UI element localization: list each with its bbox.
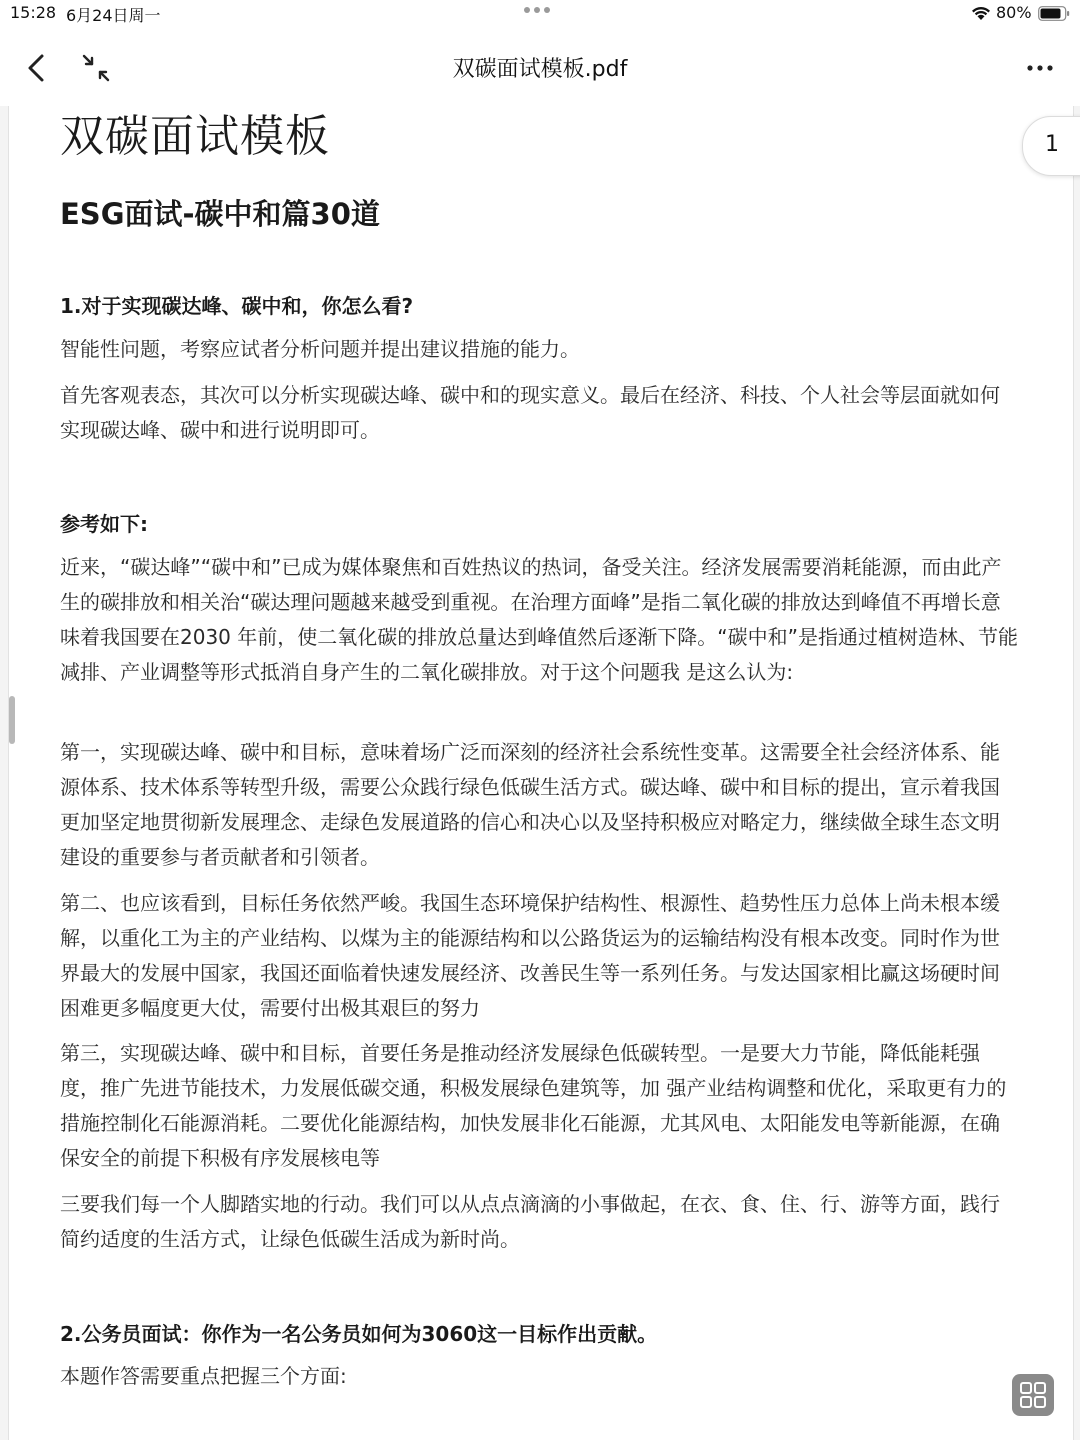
back-button[interactable] [22, 50, 52, 86]
reference-heading: 参考如下: [60, 512, 148, 536]
status-bar [0, 0, 1080, 28]
battery-icon [1038, 6, 1070, 21]
thumbnail-grid-button[interactable] [1012, 1374, 1054, 1416]
wifi-icon [970, 5, 992, 21]
grid-icon [1012, 1374, 1054, 1416]
question-2-paragraph: 本题作答需要重点把握三个方面: [60, 1364, 347, 1388]
collapse-fullscreen-icon[interactable] [80, 52, 112, 84]
reference-paragraph: 第三，实现碳达峰、碳中和目标，首要任务是推动经济发展绿色低碳转型。一是要大力节能，降低能耗强度，推广先进节能技术，力发展低碳交通，积极发展绿色建筑等，加 强产业结构调整和优化，采取更有力的措施控制化石能源消耗。二要优化能源结构，加快发展非化石能源，尤其风电、太阳能发电等新能源，在确保安全的前提下积极有序发展核电等 [60, 1041, 1007, 1170]
status-date: 6月24日周一 [66, 6, 161, 25]
question-1-heading: 1.对于实现碳达峰、碳中和，你怎么看? [60, 294, 414, 318]
battery-percentage: 80% [996, 3, 1032, 22]
page-subtitle: ESG面试-碳中和篇30道 [60, 197, 380, 231]
document-title: 双碳面试模板.pdf [452, 57, 628, 82]
reference-paragraph: 三要我们每一个人脚踏实地的行动。我们可以从点点滴滴的小事做起，在衣、食、住、行、游等方面，践行简约适度的生活方式，让绿色低碳生活成为新时尚。 [60, 1192, 1000, 1251]
more-options-icon[interactable] [1020, 56, 1060, 80]
page-number-indicator[interactable] [1022, 116, 1080, 176]
question-1-paragraph: 首先客观表态，其次可以分析实现碳达峰、碳中和的现实意义。最后在经济、科技、个人社会等层面就如何实现碳达峰、碳中和进行说明即可。 [60, 383, 1000, 442]
status-time: 15:28 [10, 3, 57, 22]
page-title: 双碳面试模板 [60, 111, 330, 162]
scroll-handle[interactable] [9, 696, 15, 744]
reference-paragraph: 近来，“碳达峰”“碳中和”已成为媒体聚焦和百姓热议的热词，备受关注。经济发展需要消耗能源，而由此产生的碳排放和相关治“碳达理问题越来越受到重视。在治理方面峰”是指二氧化碳的排放达到峰值不再增长意味着我国要在2030 年前，使二氧化碳的排放总量达到峰值然后逐渐下降。“碳中和”是指通过植树造林、节能减排、产业调整等形式抵消自身产生的二氧化碳排放。对于这个问题我 是这么认为: [60, 555, 1018, 684]
nav-bar [0, 28, 1080, 106]
reference-paragraph: 第二、也应该看到，目标任务依然严峻。我国生态环境保护结构性、根源性、趋势性压力总体上尚未根本缓解，以重化工为主的产业结构、以煤为主的能源结构和以公路货运为的运输结构没有根本改变。同时作为世界最大的发展中国家，我国还面临着快速发展经济、改善民生等一系列任务。与发达国家相比赢这场硬时间困难更多幅度更大仗，需要付出极其艰巨的努力 [60, 891, 1000, 1020]
question-2-heading: 2.公务员面试：你作为一名公务员如何为3060这一目标作出贡献。 [60, 1322, 658, 1346]
question-1-paragraph: 智能性问题，考察应试者分析问题并提出建议措施的能力。 [60, 337, 580, 361]
multitasking-dots-icon[interactable] [524, 7, 550, 13]
reference-paragraph: 第一，实现碳达峰、碳中和目标，意味着场广泛而深刻的经济社会系统性变革。这需要全社会经济体系、能源体系、技术体系等转型升级，需要公众践行绿色低碳生活方式。碳达峰、碳中和目标的提出，宣示着我国更加坚定地贯彻新发展理念、走绿色发展道路的信心和决心以及坚持积极应对略定力，继续做全球生态文明建设的重要参与者贡献者和引领者。 [60, 740, 1000, 869]
document-page[interactable] [8, 106, 1074, 1440]
page-number: 1 [1045, 132, 1059, 157]
